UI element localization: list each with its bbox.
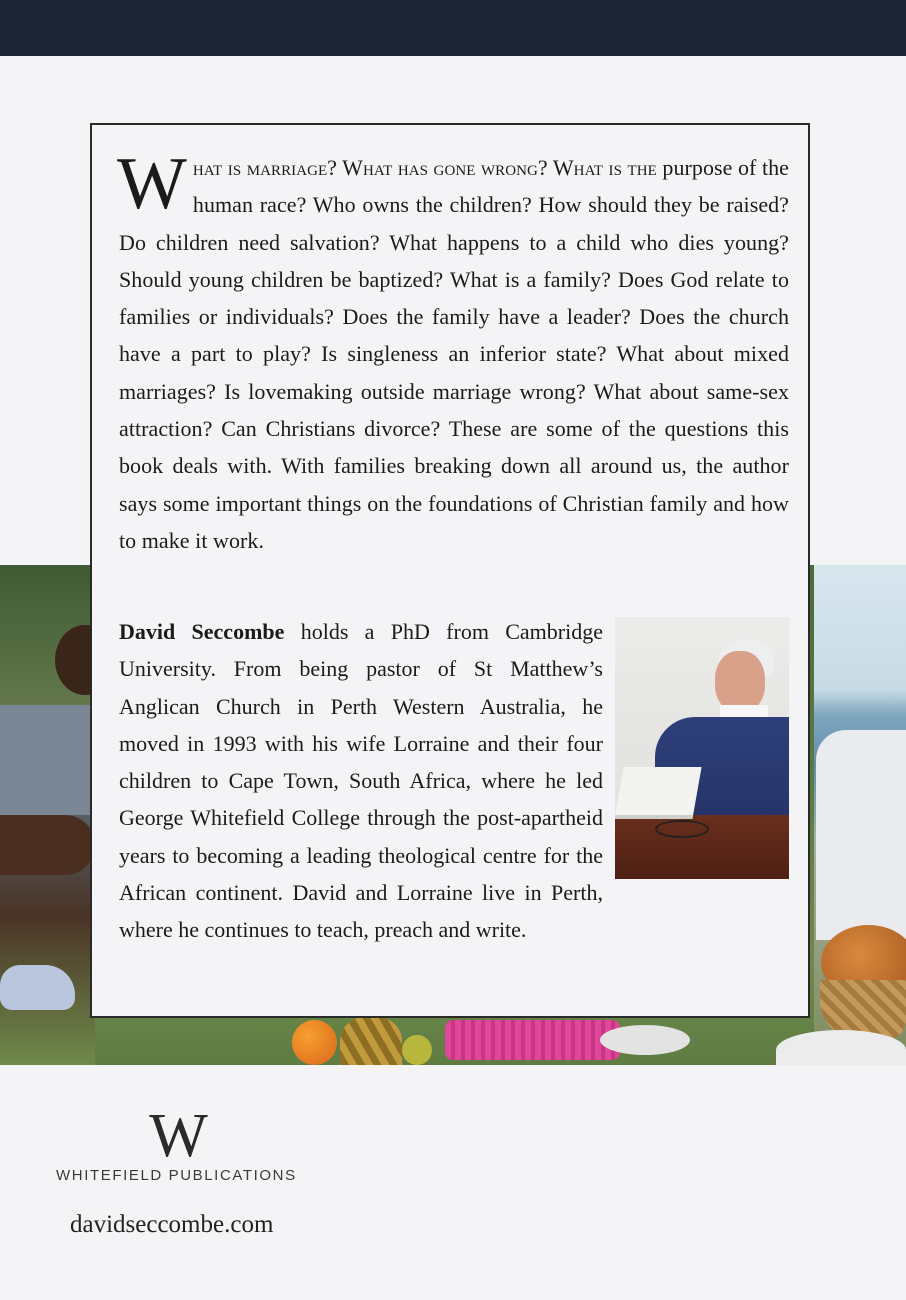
author-photo (615, 617, 789, 879)
author-book (615, 767, 702, 819)
author-glasses (655, 820, 709, 838)
publisher-logo: W (149, 1102, 205, 1170)
photo-bowl (776, 1030, 906, 1065)
photo-person-arm (0, 815, 95, 875)
photo-shoe (0, 965, 75, 1010)
text-panel (90, 123, 810, 1018)
author-face (715, 651, 765, 713)
photo-apple (402, 1035, 432, 1065)
photo-person-shirt-right (816, 730, 906, 940)
photo-pineapple (340, 1017, 402, 1065)
bio-text: holds a PhD from Cambridge University. From being pastor of St Matthew’s Anglican Church in Perth Western Australia, he moved in 1993 with his wife Lorraine and their four children to Cape Town, South Africa, where he led George Whitefield College through the post-apartheid years to becoming a leading theological centre for the African continent. David and Lorraine live in Perth, where he continues to teach, preach and write. (119, 619, 603, 943)
photo-pink-tray (445, 1020, 620, 1060)
author-name: David Seccombe (119, 619, 285, 644)
photo-right-section (814, 565, 906, 1065)
author-bio (119, 613, 789, 949)
blurb-paragraph (117, 143, 789, 559)
photo-plate (600, 1025, 690, 1055)
blurb-lead: hat is marriage? What has gone wrong? What is the (192, 155, 657, 180)
dropcap-letter: W (117, 143, 187, 225)
photo-left-section (0, 565, 95, 1065)
blurb-body: purpose of the human race? Who owns the children? How should they be raised? Do children need salvation? What happens to a child who dies young? Should young children be baptized? What is a family? Does God relate to families or individuals? Does the family have a leader? Does the church have a part to play? Is singleness an inferior state? What about mixed marriages? Is lovemaking outside marriage wrong? What about same-sex attraction? Can Christians divorce? These are some of the questions this book deals with. With families breaking down all around us, the author says some important things on the foundations of Christian family and how to make it work. (119, 155, 789, 553)
website-url: davidseccombe.com (70, 1211, 274, 1238)
photo-person-shirt (0, 705, 95, 815)
photo-orange (292, 1020, 337, 1065)
top-band (0, 0, 906, 56)
publisher-name: WHITEFIELD PUBLICATIONS (56, 1167, 297, 1184)
